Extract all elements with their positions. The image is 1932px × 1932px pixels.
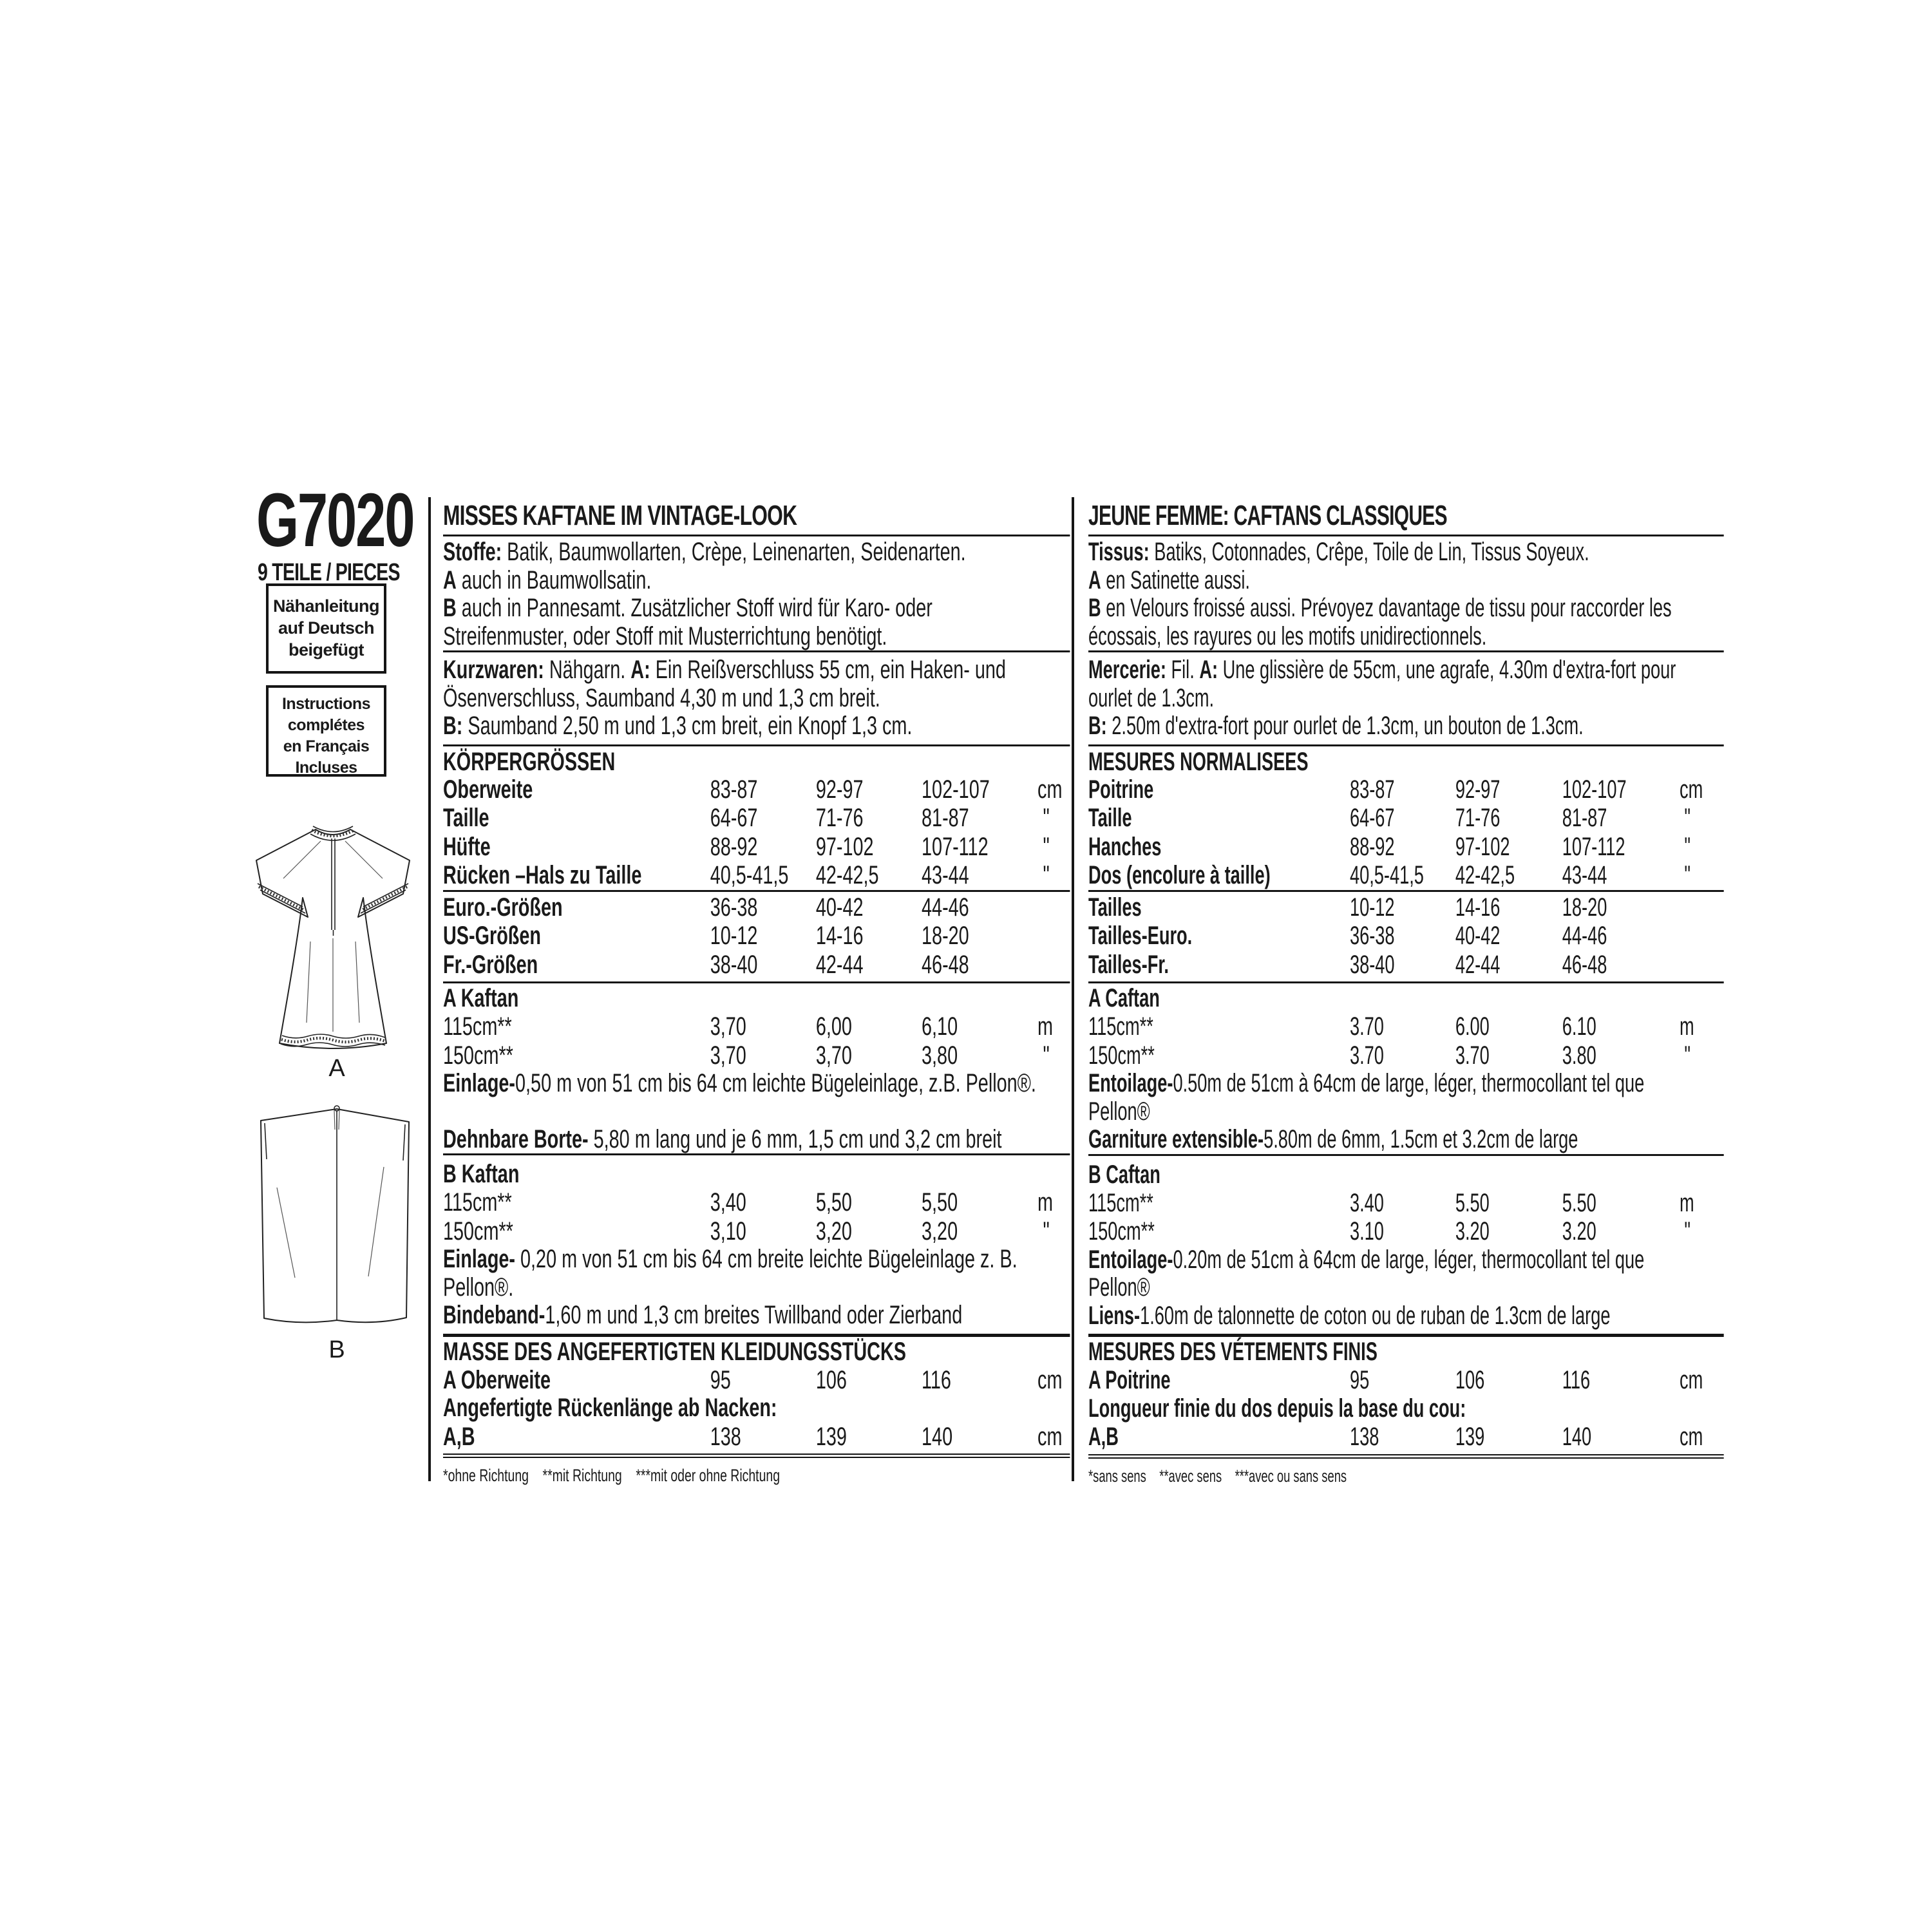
row-value: 3.70 xyxy=(1349,1041,1384,1070)
row-value: 40-42 xyxy=(815,893,864,922)
row-unit xyxy=(1037,951,1070,980)
row-value: 40,5-41,5 xyxy=(1349,861,1424,889)
text-line: A auch in Baumwollsatin. xyxy=(443,565,652,594)
row-value: 3.40 xyxy=(1349,1188,1384,1217)
row-unit: m xyxy=(1037,1188,1054,1217)
row-label: 150cm** xyxy=(443,1217,513,1245)
text-line: ourlet de 1.3cm. xyxy=(1088,683,1215,712)
german-size-table xyxy=(443,892,1070,984)
text-line: Ösenverschluss, Saumband 4,30 m und 1,3 cm breit. xyxy=(443,683,880,712)
row-unit: cm xyxy=(1037,1422,1063,1451)
row-value: 3.20 xyxy=(1455,1217,1490,1245)
german-view-a-yardage xyxy=(443,983,1070,1155)
row-label: 115cm** xyxy=(443,1012,512,1041)
row-value: 42-42,5 xyxy=(815,861,879,889)
row-value: 3,40 xyxy=(710,1188,746,1217)
table-row xyxy=(443,1188,1070,1217)
french-finished-measurements xyxy=(1088,1337,1724,1454)
row-value: 5,50 xyxy=(815,1188,852,1217)
french-size-table xyxy=(1088,892,1724,984)
french-body-measurements xyxy=(1088,746,1724,892)
table-row xyxy=(1088,1217,1724,1246)
text-line: Dehnbare Borte- 5,80 m lang und je 6 mm, 1,5 cm und 3,2 cm breit xyxy=(443,1124,1002,1153)
table-row xyxy=(443,1012,1070,1041)
row-value: 140 xyxy=(1562,1423,1592,1451)
box-line: Instructions xyxy=(281,695,371,713)
text-line: Liens-1.60m de talonnette de coton ou de ruban de 1.3cm de large xyxy=(1088,1301,1611,1330)
footnote-item: **avec sens xyxy=(1159,1466,1222,1486)
french-fabrics xyxy=(1088,536,1724,652)
caftan-b-label: B xyxy=(328,1336,345,1363)
row-value: 44-46 xyxy=(1562,922,1607,950)
row-label: Tailles xyxy=(1088,893,1142,922)
row-value: 10-12 xyxy=(710,922,758,950)
row-value: 138 xyxy=(1349,1423,1379,1451)
french-view-b-yardage xyxy=(1088,1156,1724,1338)
row-label: Tailles-Euro. xyxy=(1088,922,1193,950)
footnote-item: *ohne Richtung xyxy=(443,1466,529,1485)
column-divider xyxy=(428,497,431,1481)
text-line: Longueur finie du dos depuis la base du cou: xyxy=(1088,1394,1466,1423)
row-value: 106 xyxy=(815,1365,847,1394)
row-unit: " xyxy=(1684,1217,1690,1245)
row-value: 42-42,5 xyxy=(1455,861,1515,889)
french-footnote xyxy=(1088,1465,1724,1487)
row-value: 6,10 xyxy=(922,1012,958,1041)
box-line: en Français xyxy=(283,737,370,755)
text-line: Pellon® xyxy=(1088,1097,1150,1126)
text-line: Einlage- 0,20 m von 51 cm bis 64 cm breite leichte Bügeleinlage z. B. xyxy=(443,1245,1018,1273)
row-label: Taille xyxy=(443,804,489,832)
french-instructions-box xyxy=(266,685,386,777)
row-value: 88-92 xyxy=(710,832,758,861)
text-line: B: 2.50m d'extra-fort pour ourlet de 1.3cm, un bouton de 1.3cm. xyxy=(1088,712,1584,740)
row-label: A Poitrine xyxy=(1088,1366,1171,1394)
table-row xyxy=(443,922,1070,951)
table-row xyxy=(443,951,1070,980)
row-value: 64-67 xyxy=(1349,804,1395,832)
row-label: US-Größen xyxy=(443,922,542,950)
german-body-measurements xyxy=(443,746,1070,892)
caftan-b-drawing xyxy=(243,1103,430,1328)
row-value: 6,00 xyxy=(815,1012,852,1041)
row-value: 40,5-41,5 xyxy=(710,861,789,889)
row-value: 46-48 xyxy=(922,950,969,979)
text-line: Angefertigte Rückenlänge ab Nacken: xyxy=(443,1394,777,1422)
row-unit xyxy=(1037,922,1070,951)
table-row xyxy=(1088,951,1724,980)
row-value: 102-107 xyxy=(1562,775,1627,804)
footnote-item: **mit Richtung xyxy=(542,1466,622,1485)
row-value: 36-38 xyxy=(1349,922,1395,950)
row-unit: m xyxy=(1680,1188,1694,1217)
german-notions xyxy=(443,652,1070,746)
pieces-count: 9 TEILE / PIECES xyxy=(258,559,400,586)
table-row xyxy=(1088,1189,1724,1218)
text-line: Mercerie: Fil. A: Une glissière de 55cm, une agrafe, 4.30m d'extra-fort pour xyxy=(1088,656,1676,684)
row-value: 88-92 xyxy=(1349,832,1395,861)
section-header: MESURES DES VÉTEMENTS FINIS xyxy=(1088,1338,1378,1366)
table-row xyxy=(1088,775,1724,804)
row-value: 38-40 xyxy=(710,950,758,979)
row-value: 81-87 xyxy=(922,804,969,832)
table-row xyxy=(443,1041,1070,1070)
row-unit: " xyxy=(1684,1041,1690,1070)
row-value: 3,20 xyxy=(922,1217,958,1245)
row-value: 5.50 xyxy=(1562,1188,1596,1217)
section-header: B Kaftan xyxy=(443,1160,520,1188)
german-finished-measurements xyxy=(443,1337,1070,1454)
box-line: auf Deutsch xyxy=(278,618,375,638)
row-value: 81-87 xyxy=(1562,804,1607,832)
row-unit xyxy=(1680,951,1724,980)
row-label: Fr.-Größen xyxy=(443,950,538,979)
text-line: Bindeband-1,60 m und 1,3 cm breites Twillband oder Zierband xyxy=(443,1301,963,1329)
pattern-number: G7020 xyxy=(256,478,414,563)
text-line: Streifenmuster, oder Stoff mit Musterrichtung benötigt. xyxy=(443,621,887,650)
row-value: 140 xyxy=(922,1422,953,1451)
row-unit xyxy=(1680,893,1724,922)
row-unit: " xyxy=(1043,1217,1050,1245)
row-value: 116 xyxy=(922,1365,951,1394)
box-line: complétes xyxy=(287,716,365,734)
row-label: 115cm** xyxy=(1088,1012,1153,1041)
row-value: 92-97 xyxy=(1455,775,1501,804)
table-row xyxy=(443,804,1070,833)
row-unit: cm xyxy=(1680,1423,1703,1451)
row-value: 3.70 xyxy=(1349,1012,1384,1041)
text-line: B: Saumband 2,50 m und 1,3 cm breit, ein Knopf 1,3 cm. xyxy=(443,712,913,740)
text-line: Stoffe: Batik, Baumwollarten, Crèpe, Leinenarten, Seidenarten. xyxy=(443,538,966,566)
row-value: 71-76 xyxy=(815,804,864,832)
row-value: 6.00 xyxy=(1455,1012,1490,1041)
row-value: 18-20 xyxy=(922,922,969,950)
box-line: beigefügt xyxy=(289,640,364,659)
row-label: A,B xyxy=(443,1422,475,1451)
table-row xyxy=(1088,1423,1724,1452)
row-label: Euro.-Größen xyxy=(443,893,563,922)
row-value: 3,80 xyxy=(922,1041,958,1070)
row-label: 150cm** xyxy=(1088,1217,1155,1245)
row-label: Taille xyxy=(1088,804,1132,832)
row-value: 42-44 xyxy=(1455,950,1501,979)
row-value: 3,70 xyxy=(710,1012,746,1041)
table-row xyxy=(443,775,1070,804)
row-value: 71-76 xyxy=(1455,804,1501,832)
row-value: 3,70 xyxy=(710,1041,746,1070)
row-value: 102-107 xyxy=(922,775,990,804)
row-unit: cm xyxy=(1037,1365,1063,1394)
section-header: A Kaftan xyxy=(443,984,519,1012)
german-footnote xyxy=(443,1464,1070,1486)
row-label: Dos (encolure à taille) xyxy=(1088,861,1271,889)
row-value: 3,20 xyxy=(815,1217,852,1245)
row-label: 115cm** xyxy=(443,1188,512,1217)
table-row xyxy=(443,833,1070,862)
row-value: 18-20 xyxy=(1562,893,1607,922)
french-column xyxy=(1088,499,1932,1487)
french-notions xyxy=(1088,652,1724,746)
row-value: 36-38 xyxy=(710,893,758,922)
row-value: 83-87 xyxy=(1349,775,1395,804)
table-row xyxy=(443,861,1070,890)
row-label: Hüfte xyxy=(443,832,491,861)
heavy-rule xyxy=(1088,1454,1724,1459)
row-unit: m xyxy=(1680,1012,1694,1041)
row-value: 116 xyxy=(1562,1366,1591,1394)
row-label: Hanches xyxy=(1088,832,1162,861)
row-value: 3,10 xyxy=(710,1217,746,1245)
row-value: 97-102 xyxy=(1455,832,1510,861)
german-fabrics xyxy=(443,536,1070,652)
text-line: A en Satinette aussi. xyxy=(1088,565,1250,594)
row-unit xyxy=(1037,893,1070,922)
row-value: 95 xyxy=(1349,1366,1370,1394)
row-value: 138 xyxy=(710,1422,741,1451)
row-value: 40-42 xyxy=(1455,922,1501,950)
row-value: 95 xyxy=(710,1365,731,1394)
row-label: Oberweite xyxy=(443,775,533,804)
row-value: 3.10 xyxy=(1349,1217,1384,1245)
footnote-item: ***mit oder ohne Richtung xyxy=(636,1466,781,1485)
french-view-a-yardage xyxy=(1088,983,1724,1156)
text-line: Entoilage-0.50m de 51cm à 64cm de large, léger, thermocollant tel que xyxy=(1088,1069,1645,1097)
french-title: JEUNE FEMME: CAFTANS CLASSIQUES xyxy=(1088,499,1724,536)
row-value: 139 xyxy=(815,1422,847,1451)
row-value: 10-12 xyxy=(1349,893,1395,922)
text-line: Garniture extensible-5.80m de 6mm, 1.5cm et 3.2cm de large xyxy=(1088,1125,1578,1153)
row-value: 6.10 xyxy=(1562,1012,1596,1041)
table-row xyxy=(443,1217,1070,1246)
text-line: écossais, les rayures ou les motifs unidirectionnels. xyxy=(1088,621,1487,650)
row-value: 42-44 xyxy=(815,950,864,979)
table-row xyxy=(1088,893,1724,922)
row-value: 43-44 xyxy=(1562,861,1607,889)
row-value: 5.50 xyxy=(1455,1188,1490,1217)
row-value: 14-16 xyxy=(815,922,864,950)
box-line: Incluses xyxy=(295,759,357,777)
text-line: Tissus: Batiks, Cotonnades, Crêpe, Toile de Lin, Tissus Soyeux. xyxy=(1088,538,1589,566)
row-value: 92-97 xyxy=(815,775,864,804)
row-label: A Oberweite xyxy=(443,1365,551,1394)
footnote-item: *sans sens xyxy=(1088,1466,1146,1486)
row-value: 3.70 xyxy=(1455,1041,1490,1070)
row-unit: m xyxy=(1037,1012,1054,1041)
box-line: Nähanleitung xyxy=(272,596,379,616)
row-unit: " xyxy=(1043,1041,1050,1070)
text-line: B auch in Pannesamt. Zusätzlicher Stoff wird für Karo- oder xyxy=(443,594,933,622)
table-row xyxy=(1088,1012,1724,1041)
row-unit: " xyxy=(1043,832,1050,861)
spacer xyxy=(443,1098,1070,1126)
row-value: 46-48 xyxy=(1562,950,1607,979)
row-value: 3.20 xyxy=(1562,1217,1596,1245)
table-row xyxy=(443,893,1070,922)
row-label: 115cm** xyxy=(1088,1188,1153,1217)
row-value: 64-67 xyxy=(710,804,758,832)
row-label: Rücken –Hals zu Taille xyxy=(443,861,642,889)
row-unit: " xyxy=(1043,861,1050,889)
german-view-b-yardage xyxy=(443,1155,1070,1337)
text-line: Pellon® xyxy=(1088,1273,1150,1302)
table-row xyxy=(1088,1041,1724,1070)
row-value: 44-46 xyxy=(922,893,969,922)
table-row xyxy=(1088,922,1724,951)
row-value: 83-87 xyxy=(710,775,758,804)
german-instructions-box xyxy=(266,583,386,674)
text-line: Kurzwaren: Nähgarn. A: Ein Reißverschluss 55 cm, ein Haken- und xyxy=(443,656,1006,684)
row-value: 14-16 xyxy=(1455,893,1501,922)
section-header: B Caftan xyxy=(1088,1160,1160,1189)
german-title: MISSES KAFTANE IM VINTAGE-LOOK xyxy=(443,499,1070,536)
row-unit: cm xyxy=(1680,1366,1703,1394)
text-line: Einlage-0,50 m von 51 cm bis 64 cm leichte Bügeleinlage, z.B. Pellon®. xyxy=(443,1069,1036,1097)
text-line: Pellon®. xyxy=(443,1273,514,1302)
table-row xyxy=(1088,833,1724,862)
row-label: 150cm** xyxy=(443,1041,513,1070)
caftan-a-label: A xyxy=(328,1055,345,1082)
row-value: 106 xyxy=(1455,1366,1485,1394)
row-unit: cm xyxy=(1037,775,1063,804)
row-unit xyxy=(1680,922,1724,951)
row-label: Tailles-Fr. xyxy=(1088,950,1169,979)
row-unit: " xyxy=(1684,804,1690,832)
row-unit: " xyxy=(1043,804,1050,832)
row-unit: " xyxy=(1684,861,1690,889)
text-line: Entoilage-0.20m de 51cm à 64cm de large, léger, thermocollant tel que xyxy=(1088,1245,1645,1274)
row-label: 150cm** xyxy=(1088,1041,1155,1070)
heavy-rule xyxy=(443,1454,1070,1458)
row-value: 107-112 xyxy=(1562,832,1625,861)
row-label: A,B xyxy=(1088,1423,1119,1451)
row-value: 3.80 xyxy=(1562,1041,1596,1070)
row-value: 38-40 xyxy=(1349,950,1395,979)
row-unit: " xyxy=(1684,832,1690,861)
row-unit: cm xyxy=(1680,775,1703,804)
row-value: 107-112 xyxy=(922,832,989,861)
row-value: 43-44 xyxy=(922,861,969,889)
footnote-item: ***avec ou sans sens xyxy=(1235,1466,1347,1486)
section-header: KÖRPERGRÖSSEN xyxy=(443,747,616,776)
table-row xyxy=(443,1423,1070,1452)
text-line: B en Velours froissé aussi. Prévoyez davantage de tissu pour raccorder les xyxy=(1088,594,1672,622)
caftan-a-drawing xyxy=(243,819,430,1054)
table-row xyxy=(443,1366,1070,1395)
section-header: MESURES NORMALISEES xyxy=(1088,747,1309,776)
row-value: 3,70 xyxy=(815,1041,852,1070)
section-header: A Caftan xyxy=(1088,984,1160,1012)
row-value: 97-102 xyxy=(815,832,874,861)
row-value: 139 xyxy=(1455,1423,1485,1451)
table-row xyxy=(1088,1366,1724,1395)
table-row xyxy=(1088,861,1724,890)
table-row xyxy=(1088,804,1724,833)
section-header: MASSE DES ANGEFERTIGTEN KLEIDUNGSSTÜCKS xyxy=(443,1337,906,1366)
row-value: 5,50 xyxy=(922,1188,958,1217)
row-label: Poitrine xyxy=(1088,775,1154,804)
